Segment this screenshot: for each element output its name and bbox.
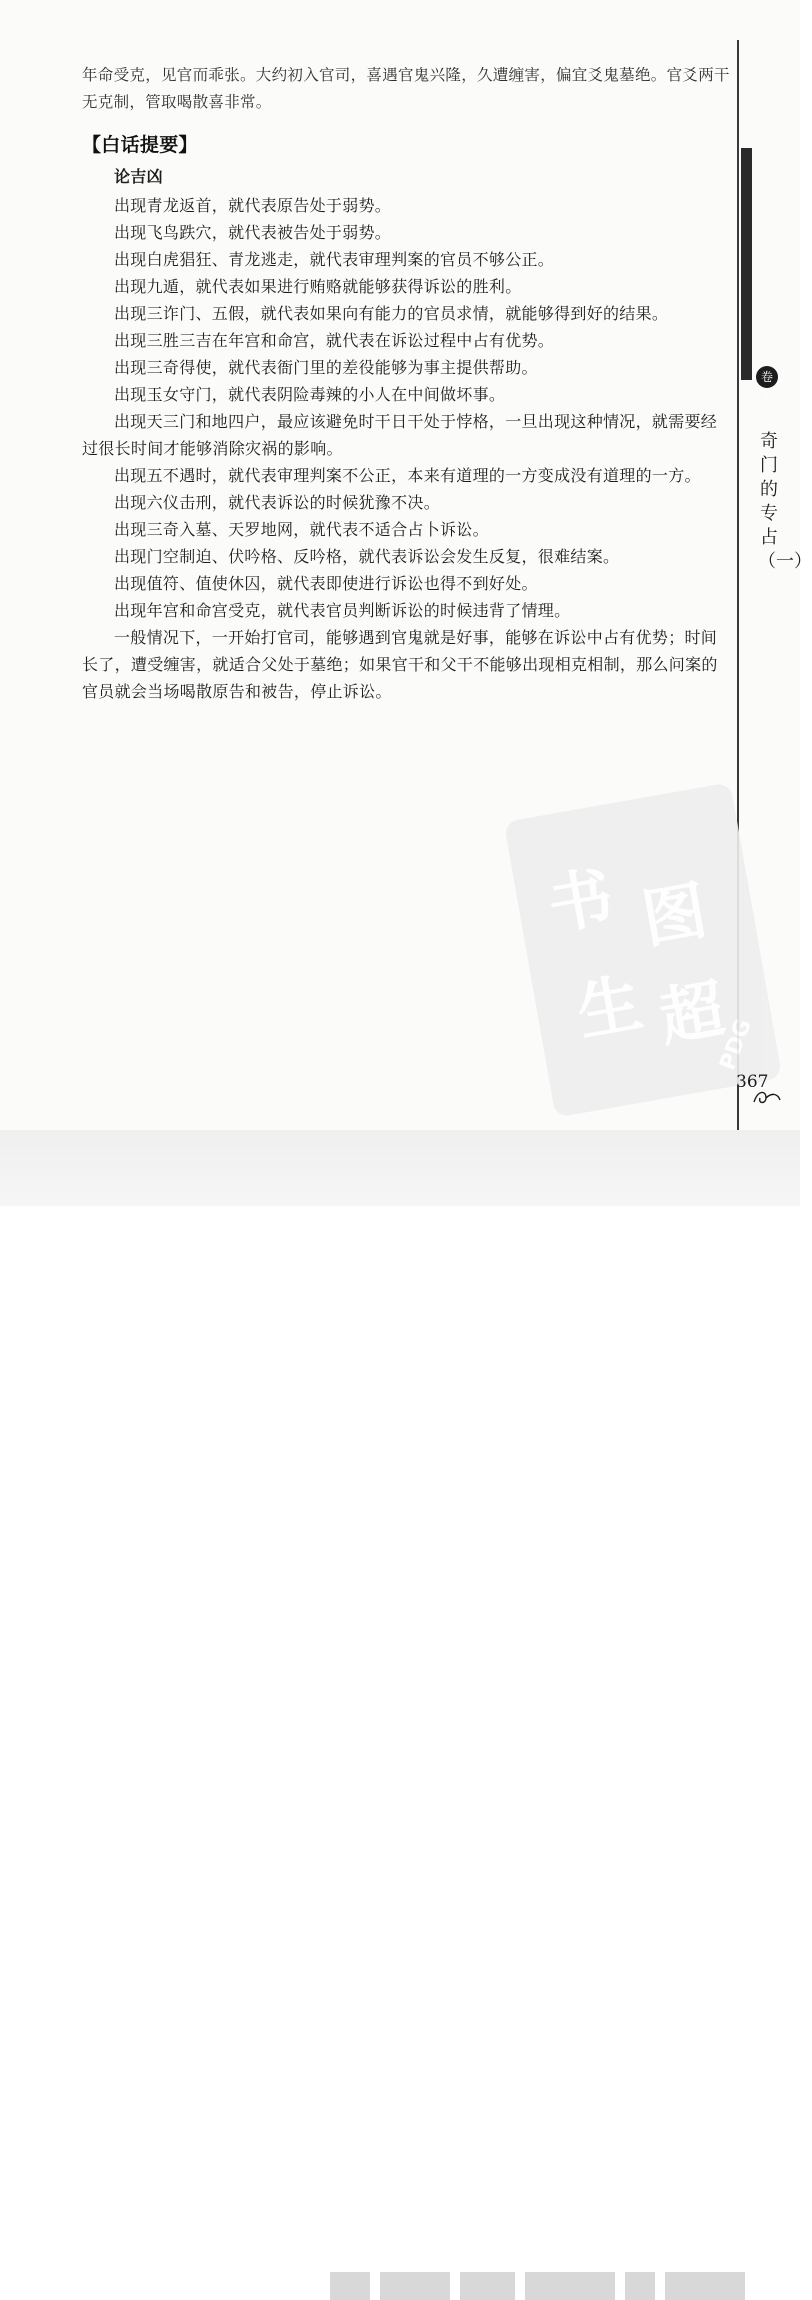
paragraph: 出现三胜三吉在年宫和命宫，就代表在诉讼过程中占有优势。 (114, 331, 555, 350)
paragraph: 出现九遁，就代表如果进行贿赂就能够获得诉讼的胜利。 (114, 277, 522, 296)
paragraph: 出现三奇入墓、天罗地网，就代表不适合占卜诉讼。 (114, 520, 489, 539)
page-number: 367 (736, 1072, 769, 1092)
paragraph: 出现白虎猖狂、青龙逃走，就代表审理判案的官员不够公正。 (114, 250, 555, 269)
seal-glyph-3: 生 (571, 966, 648, 1051)
paragraph: 出现六仪击刑，就代表诉讼的时候犹豫不决。 (114, 493, 441, 512)
subheading: 论吉凶 (114, 167, 163, 186)
paragraph: 出现五不遇时，就代表审理判案不公正，本来有道理的一方变成没有道理的一方。 (114, 466, 701, 485)
seal-glyph-1: 书 (542, 860, 619, 945)
seal-glyph-2: 图 (636, 874, 713, 958)
paragraph: 出现值符、值使休囚，就代表即使进行诉讼也得不到好处。 (114, 574, 538, 593)
paragraph: 一般情况下，一开始打官司，能够遇到官鬼就是好事，能够在诉讼中占有优势；时间长了，遭受缠害，就适合父处于墓绝；如果官干和父干不能够出现相克相制，那么问案的官员就会当场喝散原告和被告，停止诉讼。 (82, 628, 718, 701)
paragraph: 出现青龙返首，就代表原告处于弱势。 (114, 196, 392, 215)
section-heading: 【白话提要】 (82, 134, 198, 156)
paragraph: 出现玉女守门，就代表阴险毒辣的小人在中间做坏事。 (114, 385, 506, 404)
volume-badge (754, 366, 780, 426)
chapter-side-tab (741, 148, 752, 380)
original-text: 年命受克，见官而乖张。大约初入官司，喜遇官鬼兴隆，久遭缠害，偏宜爻鬼墓绝。官爻两干无克制，管取喝散喜非常。 (82, 66, 730, 111)
page-number-flourish-icon (752, 1088, 782, 1106)
chapter-title: 奇门的专占（一） (758, 431, 812, 572)
seal-glyph-4: 超 (654, 972, 730, 1057)
scan-bottom-edge (0, 1130, 800, 1206)
paragraph: 出现天三门和地四户，最应该避免时干日干处于悖格，一旦出现这种情况，就需要经过很长时间才能够消除灾祸的影响。 (82, 412, 718, 458)
page-content (82, 62, 732, 705)
volume-mark-icon: 卷十 (756, 366, 778, 388)
library-seal-watermark (504, 782, 783, 1117)
scan-artifact-strip (330, 2262, 750, 2300)
paragraph: 出现门空制迫、伏吟格、反吟格，就代表诉讼会发生反复，很难结案。 (114, 547, 620, 566)
paragraph: 出现年宫和命宫受克，就代表官员判断诉讼的时候违背了情理。 (114, 601, 571, 620)
paragraph: 出现三奇得使，就代表衙门里的差役能够为事主提供帮助。 (114, 358, 538, 377)
seal-pdg-mark: PDG (714, 1015, 757, 1074)
paragraph: 出现飞鸟跌穴，就代表被告处于弱势。 (114, 223, 392, 242)
paragraph: 出现三诈门、五假，就代表如果向有能力的官员求情，就能够得到好的结果。 (114, 304, 669, 323)
